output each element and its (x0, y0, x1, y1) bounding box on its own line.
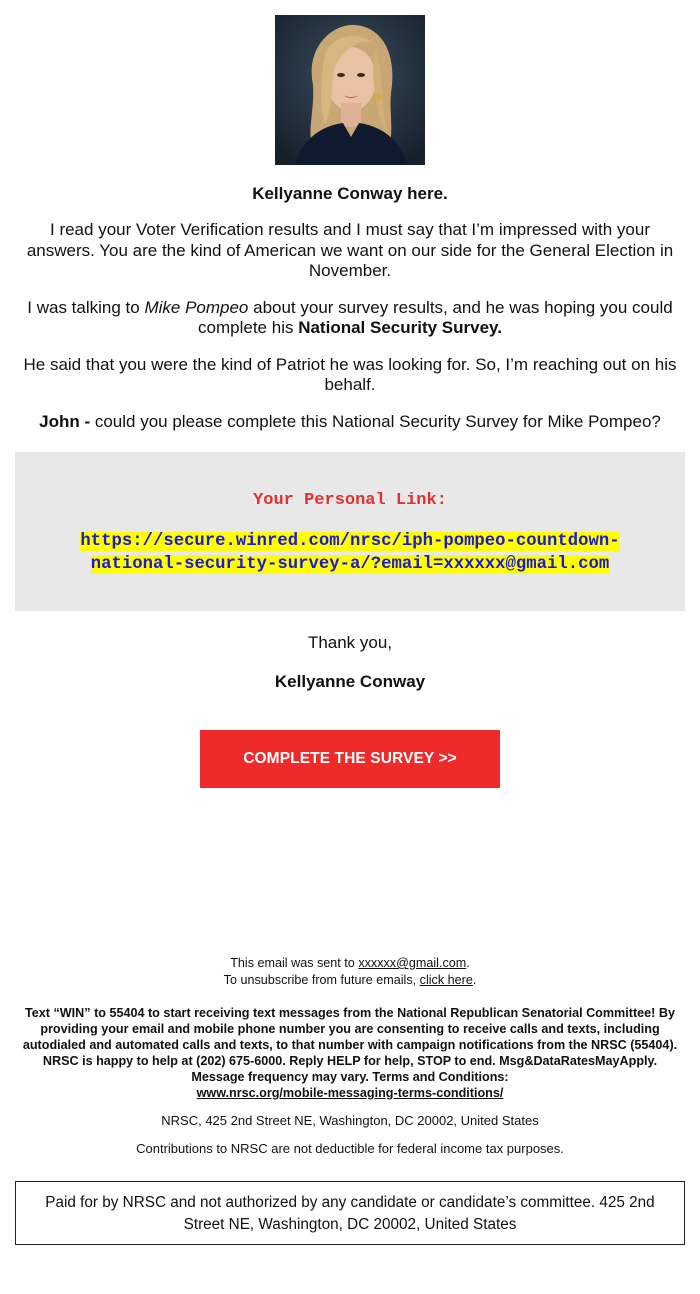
paragraph-patriot: He said that you were the kind of Patriot he was looking for. So, I’m reaching out on his behalf. (23, 354, 677, 394)
paragraph-request-rest: could you please complete this National Security Survey for Mike Pompeo? (90, 411, 661, 431)
footer-sent-prefix: This email was sent to (230, 956, 359, 970)
footer-sent-suffix: . (466, 956, 470, 970)
paragraph-pompeo-prefix: I was talking to (27, 297, 145, 317)
footer-sms-disclaimer (15, 1005, 685, 1101)
closing-thanks: Thank you, (307, 633, 393, 652)
personal-link-box (15, 452, 685, 611)
footer-contributions: Contributions to NRSC are not deductible for federal income tax purposes. (136, 1141, 564, 1156)
paragraph-pompeo (15, 298, 685, 339)
intro-heading: Kellyanne Conway here. (252, 184, 448, 203)
footer-sent-to (15, 955, 685, 989)
footer-unsub-prefix: To unsubscribe from future emails, (223, 973, 420, 987)
footer-sms-text: Text “WIN” to 55404 to start receiving text messages from the National Republican Senatorial Committee! By providing your email and mobile phone number you are consenting to receive calls and texts, including autodialed and automated calls and texts, to that number with campaign notifications from the NRSC (55404). NRSC is happy to help at (202) 675-6000. Reply HELP for help, STOP to end. Msg&DataRatesMayApply. Message frequency may vary. Terms and Conditions: (22, 1006, 678, 1084)
footer-unsub-suffix: . (472, 973, 477, 987)
footer-address: NRSC, 425 2nd Street NE, Washington, DC 20002, United States (161, 1113, 539, 1128)
personal-link-label: Your Personal Link: (253, 491, 447, 510)
personal-link-url-line2[interactable]: national-security-survey-a/?email=xxxxxx@gmail.com (90, 555, 610, 574)
paragraph-pompeo-survey: National Security Survey. (298, 318, 502, 337)
footer-sent-email-link[interactable]: xxxxxx@gmail.com (358, 956, 467, 970)
complete-survey-button[interactable]: COMPLETE THE SURVEY >> (200, 730, 500, 788)
portrait-photo-icon (275, 15, 425, 165)
paragraph-pompeo-name: Mike Pompeo (144, 297, 249, 317)
personal-link-url[interactable] (15, 530, 685, 576)
portrait-photo (275, 15, 425, 165)
unsubscribe-link[interactable]: click here (419, 973, 473, 987)
paragraph-request (15, 412, 685, 433)
paragraph-pompeo-mid: about your survey results, and he was hoping you could complete his (198, 297, 673, 337)
paid-for-disclaimer: Paid for by NRSC and not authorized by any candidate or candidate’s committee. 425 2nd Street NE, Washington, DC 20002, United States (15, 1181, 685, 1245)
closing-signature: Kellyanne Conway (274, 672, 426, 691)
personal-link-url-line1[interactable]: https://secure.winred.com/nrsc/iph-pompeo-countdown- (80, 532, 620, 551)
terms-conditions-link[interactable]: www.nrsc.org/mobile-messaging-terms-conditions/ (196, 1086, 504, 1100)
paragraph-verification: I read your Voter Verification results and I must say that I’m impressed with your answers. You are the kind of American we want on our side for the General Election in November. (26, 220, 674, 280)
email-body (15, 15, 685, 1245)
paragraph-request-name: John - (39, 411, 91, 431)
